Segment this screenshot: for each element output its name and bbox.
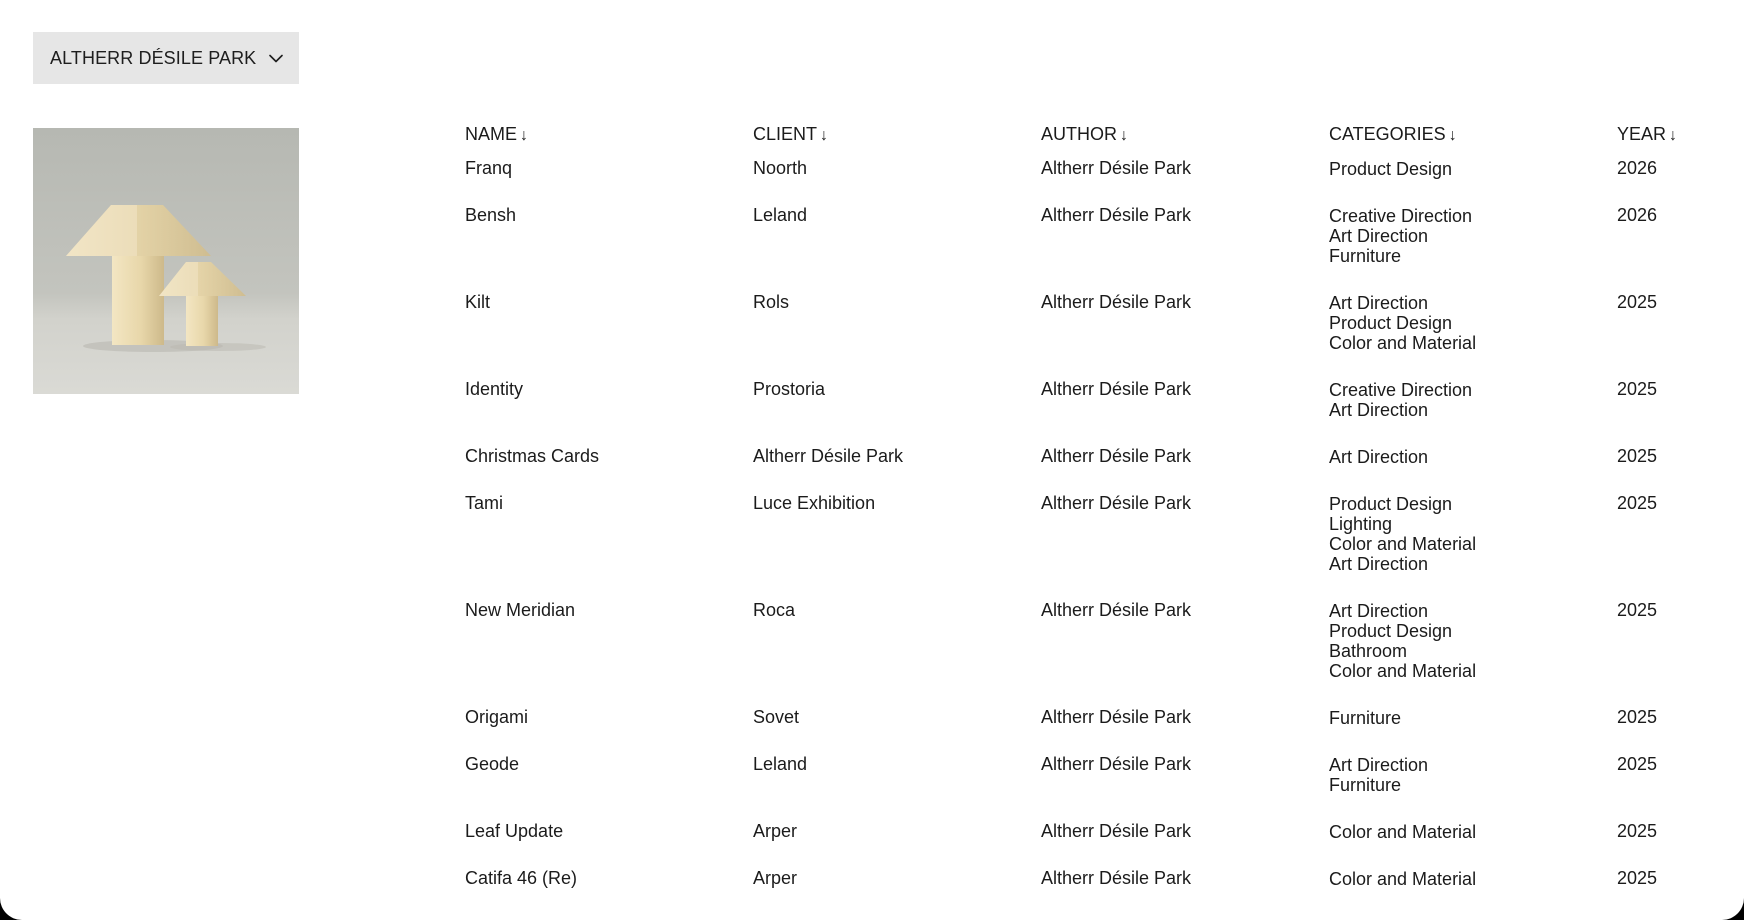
category-tag: Art Direction — [1329, 447, 1429, 467]
sort-arrow-icon: ↓ — [820, 127, 829, 144]
category-tag: Product Design — [1329, 621, 1453, 641]
project-client: Arper — [753, 868, 798, 888]
category-tag: Art Direction — [1329, 226, 1429, 246]
project-year: 2025 — [1617, 707, 1658, 727]
table-row[interactable] — [465, 379, 1737, 446]
projects-table — [465, 124, 1737, 915]
project-name: New Meridian — [465, 600, 576, 620]
project-client: Luce Exhibition — [753, 493, 876, 513]
category-tag: Art Direction — [1329, 400, 1429, 420]
project-author: Altherr Désile Park — [1041, 821, 1192, 841]
project-author: Altherr Désile Park — [1041, 205, 1192, 225]
project-categories — [1329, 205, 1617, 292]
project-categories — [1329, 446, 1617, 493]
project-author: Altherr Désile Park — [1041, 493, 1192, 513]
project-year: 2025 — [1617, 379, 1658, 399]
project-preview-image — [33, 128, 299, 394]
category-tag: Color and Material — [1329, 822, 1477, 842]
project-name: Tami — [465, 493, 504, 513]
category-tag: Furniture — [1329, 775, 1402, 795]
category-tag: Lighting — [1329, 514, 1393, 534]
sort-arrow-icon: ↓ — [1120, 127, 1128, 144]
category-tag: Art Direction — [1329, 601, 1429, 621]
project-client: Arper — [753, 821, 798, 841]
project-year: 2025 — [1617, 600, 1658, 620]
project-client: Noorth — [753, 158, 808, 178]
header-name-label: NAME — [465, 124, 518, 144]
table-row[interactable] — [465, 446, 1737, 493]
project-categories — [1329, 493, 1617, 600]
project-author: Altherr Désile Park — [1041, 158, 1192, 178]
category-tag: Color and Material — [1329, 534, 1477, 554]
header-author-label: AUTHOR — [1041, 124, 1117, 144]
header-client-label: CLIENT — [753, 124, 818, 144]
category-tag: Furniture — [1329, 246, 1402, 266]
sort-by-categories-header[interactable] — [1329, 124, 1457, 144]
category-tag: Color and Material — [1329, 661, 1477, 681]
author-filter-dropdown[interactable] — [33, 32, 299, 84]
sort-by-client-header[interactable] — [753, 124, 828, 144]
category-tag: Art Direction — [1329, 554, 1429, 574]
project-name: Identity — [465, 379, 524, 399]
table-row[interactable] — [465, 821, 1737, 868]
table-row[interactable] — [465, 205, 1737, 292]
project-name: Catifa 46 (Re) — [465, 868, 578, 888]
project-client: Prostoria — [753, 379, 826, 399]
projects-table-body — [465, 158, 1737, 915]
project-name: Bensh — [465, 205, 517, 225]
sort-arrow-icon: ↓ — [1448, 127, 1457, 144]
project-author: Altherr Désile Park — [1041, 379, 1192, 399]
project-client: Rols — [753, 292, 790, 312]
project-categories — [1329, 292, 1617, 379]
sort-by-year-header[interactable] — [1617, 124, 1677, 144]
project-year: 2026 — [1617, 205, 1658, 225]
table-row[interactable] — [465, 158, 1737, 205]
project-author: Altherr Désile Park — [1041, 292, 1192, 312]
project-author: Altherr Désile Park — [1041, 754, 1192, 774]
project-client: Leland — [753, 205, 808, 225]
category-tag: Product Design — [1329, 159, 1453, 179]
table-row[interactable] — [465, 600, 1737, 707]
header-year-label: YEAR — [1617, 124, 1667, 144]
project-name: Geode — [465, 754, 520, 774]
project-client: Leland — [753, 754, 808, 774]
project-categories — [1329, 754, 1617, 821]
project-year: 2026 — [1617, 158, 1658, 178]
category-tag: Bathroom — [1329, 641, 1408, 661]
project-author: Altherr Désile Park — [1041, 707, 1192, 727]
table-row[interactable] — [465, 868, 1737, 915]
category-tag: Art Direction — [1329, 293, 1429, 313]
project-year: 2025 — [1617, 292, 1658, 312]
category-tag: Art Direction — [1329, 755, 1429, 775]
category-tag: Color and Material — [1329, 869, 1477, 889]
project-client: Roca — [753, 600, 796, 620]
category-tag: Creative Direction — [1329, 206, 1473, 226]
project-name: Franq — [465, 158, 513, 178]
project-year: 2025 — [1617, 446, 1658, 466]
sort-arrow-icon: ↓ — [520, 127, 529, 144]
category-tag: Creative Direction — [1329, 380, 1473, 400]
project-categories — [1329, 600, 1617, 707]
project-author: Altherr Désile Park — [1041, 868, 1192, 888]
category-tag: Product Design — [1329, 313, 1453, 333]
project-name: Kilt — [465, 292, 491, 312]
category-tag: Color and Material — [1329, 333, 1477, 353]
chevron-down-icon — [269, 54, 283, 63]
project-name: Leaf Update — [465, 821, 564, 841]
category-tag: Product Design — [1329, 494, 1453, 514]
project-author: Altherr Désile Park — [1041, 446, 1192, 466]
category-tag: Furniture — [1329, 708, 1402, 728]
author-filter-label: ALTHERR DÉSILE PARK — [50, 47, 257, 68]
sort-arrow-icon: ↓ — [1669, 127, 1678, 144]
project-categories — [1329, 379, 1617, 446]
project-categories — [1329, 707, 1617, 754]
project-year: 2025 — [1617, 821, 1658, 841]
table-row[interactable] — [465, 707, 1737, 754]
project-categories — [1329, 158, 1617, 205]
header-categories-label: CATEGORIES — [1329, 124, 1446, 144]
project-categories — [1329, 821, 1617, 868]
sort-by-author-header[interactable] — [1041, 124, 1128, 144]
project-name: Christmas Cards — [465, 446, 600, 466]
table-row[interactable] — [465, 292, 1737, 379]
table-row[interactable] — [465, 493, 1737, 600]
project-year: 2025 — [1617, 754, 1658, 774]
project-author: Altherr Désile Park — [1041, 600, 1192, 620]
table-header-row — [465, 124, 1737, 158]
project-year: 2025 — [1617, 493, 1658, 513]
project-name: Origami — [465, 707, 529, 727]
table-row[interactable] — [465, 754, 1737, 821]
lamp-photo — [33, 128, 299, 394]
project-year: 2025 — [1617, 868, 1658, 888]
project-categories — [1329, 868, 1617, 915]
project-client: Sovet — [753, 707, 800, 727]
project-client: Altherr Désile Park — [753, 446, 904, 466]
sort-by-name-header[interactable] — [465, 124, 528, 144]
